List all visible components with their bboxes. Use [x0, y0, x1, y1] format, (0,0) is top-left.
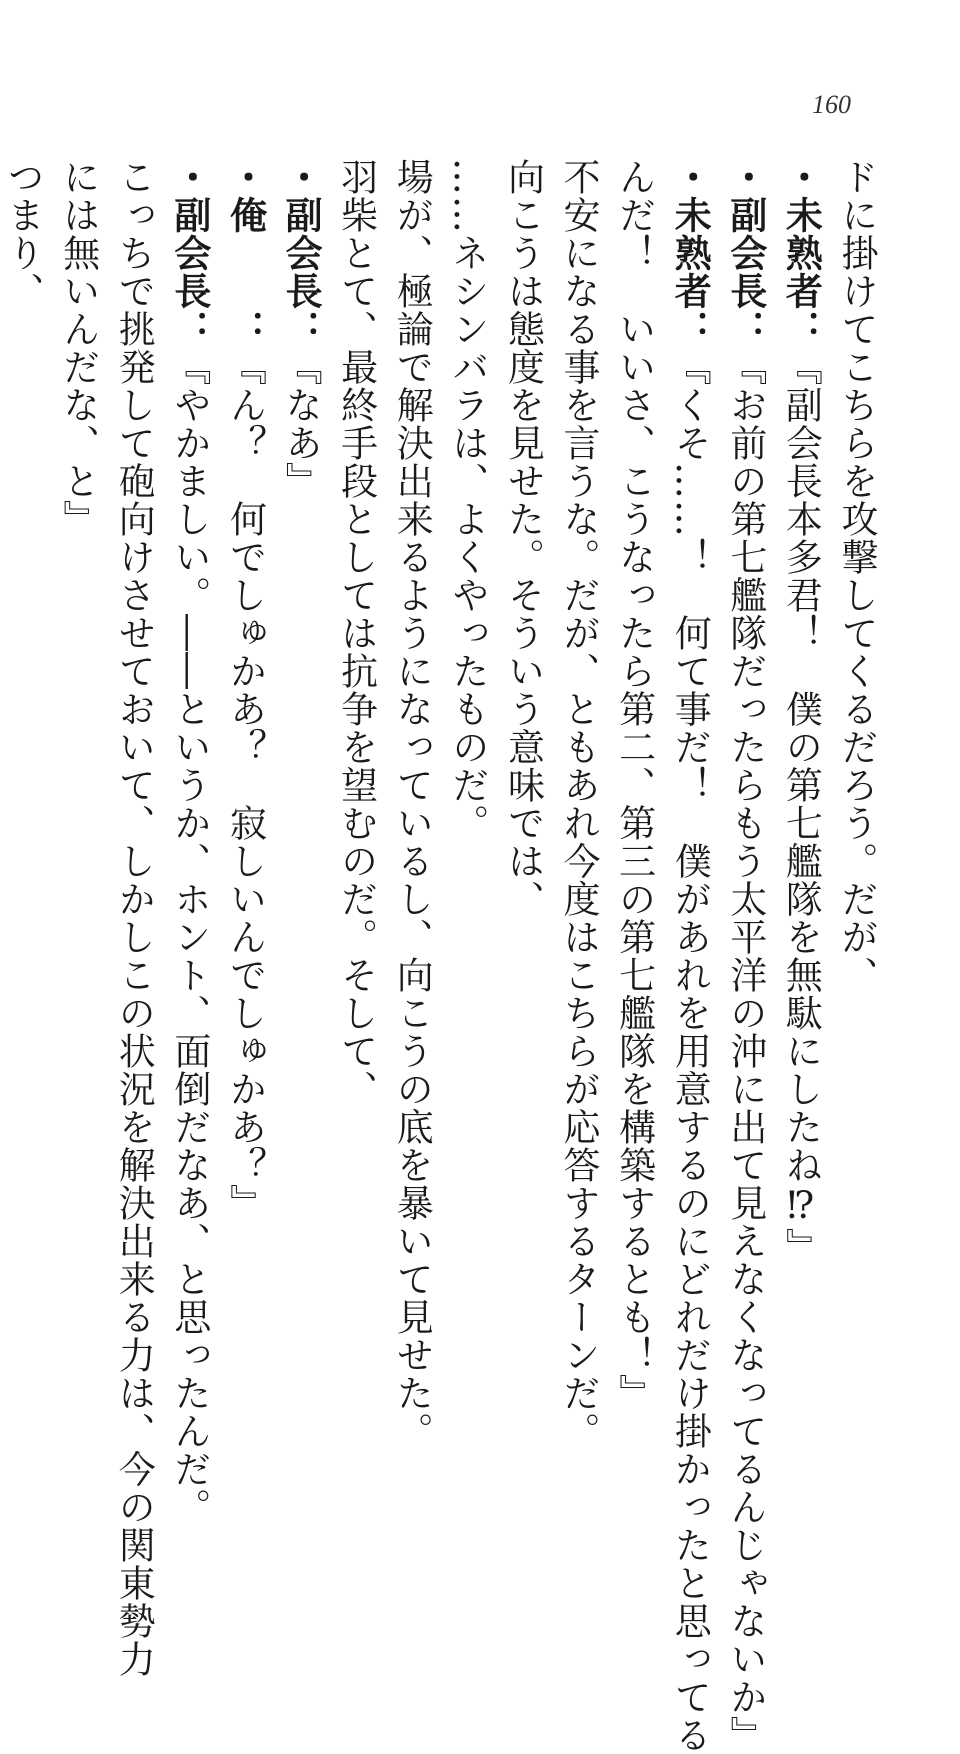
line-text: ……ネシンバラは、よくやったものだ。 — [445, 158, 489, 842]
speaker-label: ・副会長： — [167, 158, 211, 348]
text-line — [328, 158, 384, 1238]
text-line — [550, 158, 606, 1450]
line-text: 『やかましい。――というか、ホント、面倒だなあ、と思ったんだ。 — [167, 348, 211, 1526]
line-text: こっちで挑発して砲向けさせておいて、しかしこの状況を解決出来る力は、今の関東勢力 — [112, 158, 156, 1678]
text-line — [606, 158, 662, 1412]
line-text: 羽柴とて、最終手段としては抗争を望むのだ。そして、 — [334, 158, 378, 1108]
text-line — [217, 158, 273, 1238]
speaker-label: ・未熟者： — [668, 158, 712, 348]
text-line — [106, 158, 162, 1678]
text-line — [495, 158, 551, 1238]
line-text: 『ん？ 何でしゅかあ？ 寂しいんでしゅかあ？』 — [223, 348, 267, 1222]
text-line — [662, 158, 718, 1754]
speaker-label: ・未熟者： — [779, 158, 823, 348]
text-line — [384, 158, 440, 1450]
text-line — [161, 158, 217, 1526]
text-line — [717, 158, 773, 1754]
line-text: ドに掛けてこちらを攻撃してくるだろう。だが、 — [835, 158, 878, 994]
line-text: 不安になる事を言うな。だが、ともあれ今度はこちらが応答するターンだ。 — [557, 158, 601, 1450]
speaker-label: ・俺 ： — [223, 158, 267, 348]
line-text: 向こうは態度を見せた。そういう意味では、 — [501, 158, 545, 918]
text-line — [0, 158, 50, 1238]
speaker-label: ・副会長： — [723, 158, 767, 348]
page-number: 160 — [812, 90, 851, 119]
speaker-label: ・副会長： — [279, 158, 323, 348]
line-text: んだ！ いいさ、こうなったら第二、第三の第七艦隊を構築するとも！』 — [612, 158, 656, 1412]
line-text: には無いんだな、と』 — [56, 158, 100, 538]
text-line — [50, 158, 106, 1238]
line-text: 『お前の第七艦隊だったらもう太平洋の沖に出て見えなくなってるんじゃないか』 — [723, 348, 767, 1754]
vertical-text-block — [0, 158, 884, 1754]
text-line — [773, 158, 829, 1266]
line-text: 『くそ……！ 何て事だ！ 僕があれを用意するのにどれだけ掛かったと思ってる — [668, 348, 712, 1754]
line-text: 『なあ』 — [279, 348, 323, 500]
line-text: 場が、極論で解決出来るようになっているし、向こうの底を暴いて見せた。 — [390, 158, 434, 1450]
text-line — [828, 158, 884, 1238]
line-text: つまり、 — [1, 158, 45, 310]
line-text: 『副会長本多君！ 僕の第七艦隊を無駄にしたね⁉』 — [779, 348, 823, 1266]
text-line — [272, 158, 328, 1238]
text-line — [439, 158, 495, 1238]
